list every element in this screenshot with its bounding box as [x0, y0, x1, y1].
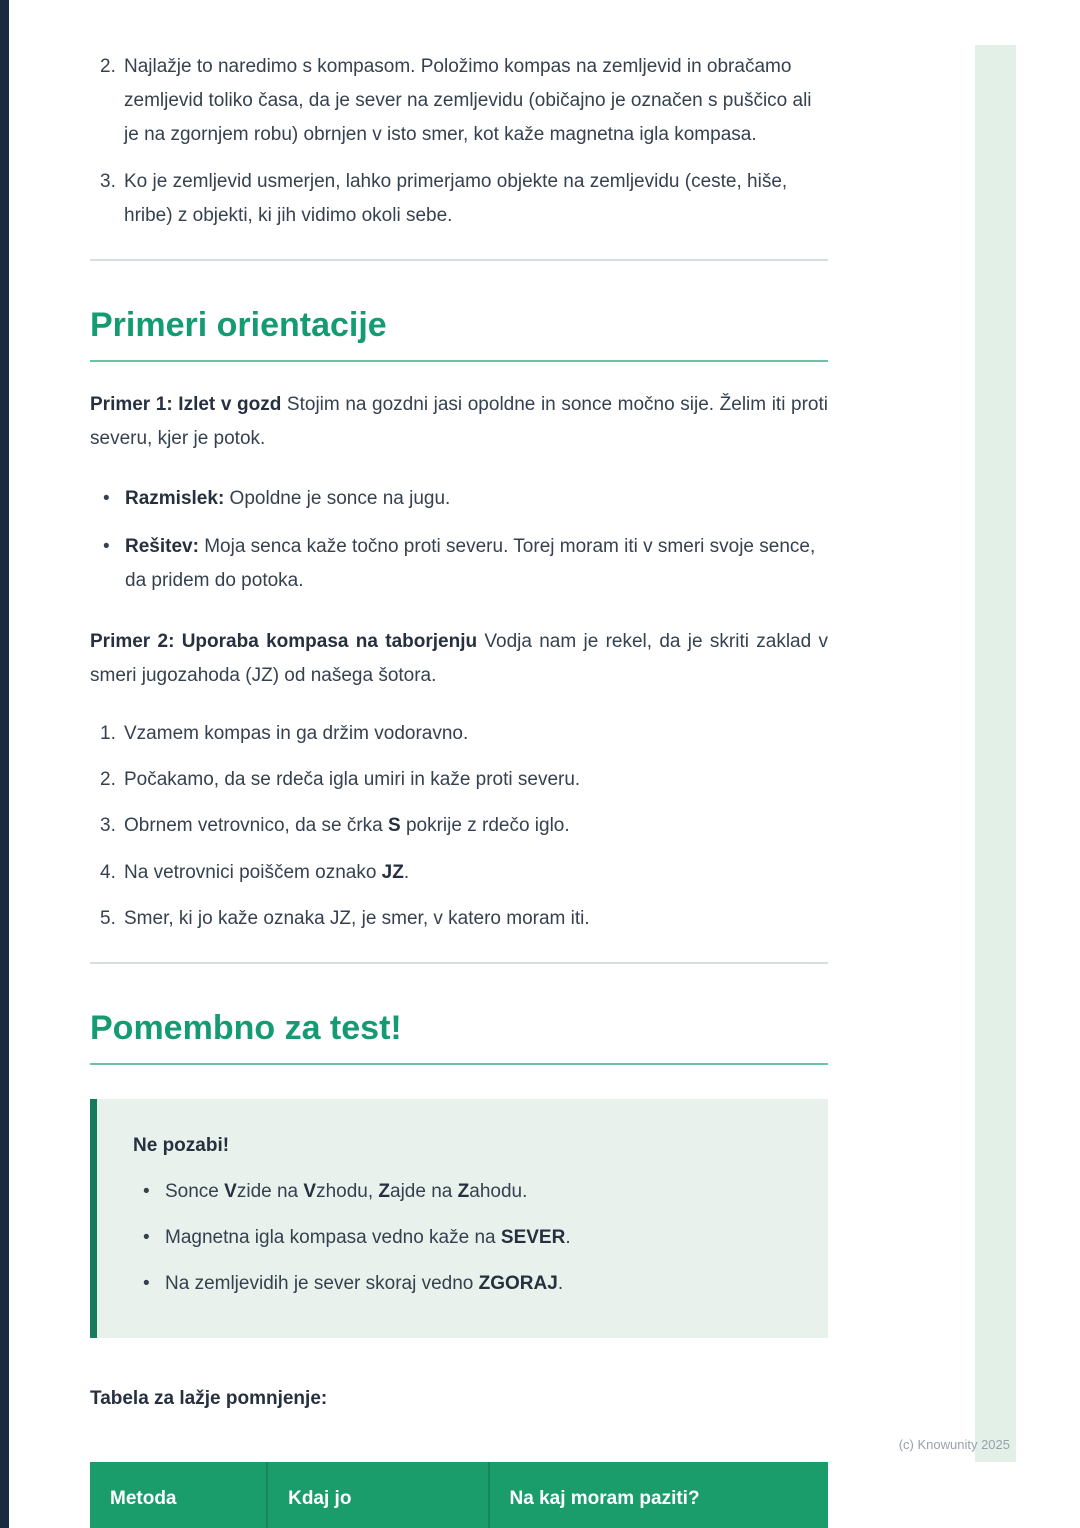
primer2-paragraph: Primer 2: Uporaba kompasa na taborjenju Vodja nam je rekel, da je skriti zaklad v smeri jugozahoda (JZ) od našega šotora. — [90, 630, 828, 686]
list-number: 2. — [100, 56, 116, 77]
map-orientation-steps-list — [90, 50, 828, 233]
bullet-marker: • — [143, 1227, 150, 1249]
list-item-text: Vzamem kompas in ga držim vodoravno. — [124, 723, 469, 745]
table-header-kdaj: Kdaj jo — [267, 1462, 488, 1528]
list-item-text: Magnetna igla kompasa vedno kaže na SEVER. — [165, 1227, 571, 1249]
bullet-marker: • — [143, 1273, 150, 1295]
bullet-marker: • — [103, 488, 110, 510]
list-number: 3. — [100, 815, 116, 837]
list-item-text: Obrnem vetrovnico, da se črka S pokrije z rdečo iglo. — [124, 815, 570, 837]
list-item — [90, 50, 828, 153]
list-item — [90, 165, 828, 233]
section-divider — [90, 259, 828, 261]
list-item — [90, 763, 828, 797]
list-number: 5. — [100, 907, 116, 929]
list-item — [90, 482, 828, 516]
left-accent-bar — [0, 0, 9, 1528]
table-header-row — [90, 1462, 828, 1528]
primer1-paragraph: Primer 1: Izlet v gozd Stojim na gozdni jasi opoldne in sonce močno sije. Želim iti proti severu, kjer je potok. — [90, 393, 828, 449]
list-item-text: Na zemljevidih je sever skoraj vedno ZGORAJ. — [165, 1273, 564, 1295]
list-item — [90, 902, 828, 936]
right-decoration-strip — [975, 45, 1016, 1462]
reminder-callout — [90, 1099, 828, 1338]
list-item-text: Smer, ki jo kaže oznaka JZ, je smer, v katero moram iti. — [124, 907, 590, 929]
list-item-text: Ko je zemljevid usmerjen, lahko primerjamo objekte na zemljevidu (ceste, hiše, hribe) z objekti, ki jih vidimo okoli sebe. — [124, 170, 788, 226]
section-title-primeri: Primeri orientacije — [90, 305, 828, 362]
list-item — [133, 1175, 792, 1209]
bullet-marker: • — [103, 536, 110, 558]
table-header-metoda: Metoda — [90, 1462, 267, 1528]
list-number: 1. — [100, 723, 116, 745]
list-item — [90, 809, 828, 843]
memory-table — [90, 1462, 828, 1528]
list-item-text: Počakamo, da se rdeča igla umiri in kaže proti severu. — [124, 769, 581, 791]
list-number: 4. — [100, 861, 116, 883]
table-header-paziti: Na kaj moram paziti? — [489, 1462, 829, 1528]
list-item-text: Razmislek: Opoldne je sonce na jugu. — [125, 488, 451, 510]
list-item — [90, 530, 828, 598]
list-item — [90, 717, 828, 751]
list-item-text: Rešitev: Moja senca kaže točno proti severu. Torej moram iti v smeri svoje sence, da pridem do potoka. — [125, 536, 816, 592]
list-item — [133, 1267, 792, 1301]
list-item-text: Sonce Vzide na Vzhodu, Zajde na Zahodu. — [165, 1180, 528, 1202]
list-number: 3. — [100, 170, 116, 192]
section-divider — [90, 962, 828, 964]
document-content — [90, 50, 828, 1528]
list-item — [133, 1221, 792, 1255]
list-number: 2. — [100, 769, 116, 791]
table-label: Tabela za lažje pomnjenje: — [90, 1387, 328, 1409]
section-title-test: Pomembno za test! — [90, 1008, 828, 1065]
list-item — [90, 856, 828, 890]
bullet-marker: • — [143, 1180, 150, 1202]
list-item-text: Na vetrovnici poiščem oznako JZ. — [124, 861, 410, 883]
compass-steps-list — [90, 717, 828, 936]
primer1-bullet-list — [90, 482, 828, 599]
list-item-text: Najlažje to naredimo s kompasom. Položimo kompas na zemljevid in obračamo zemljevid toliko časa, da je sever na zemljevidu (običajno je označen s puščico ali je na zgornjem robu) obrnjen v isto smer, kot kaže magnetna igla kompasa. — [124, 56, 812, 146]
callout-title: Ne pozabi! — [133, 1134, 230, 1156]
footer-credit: (c) Knowunity 2025 — [898, 1437, 1010, 1452]
